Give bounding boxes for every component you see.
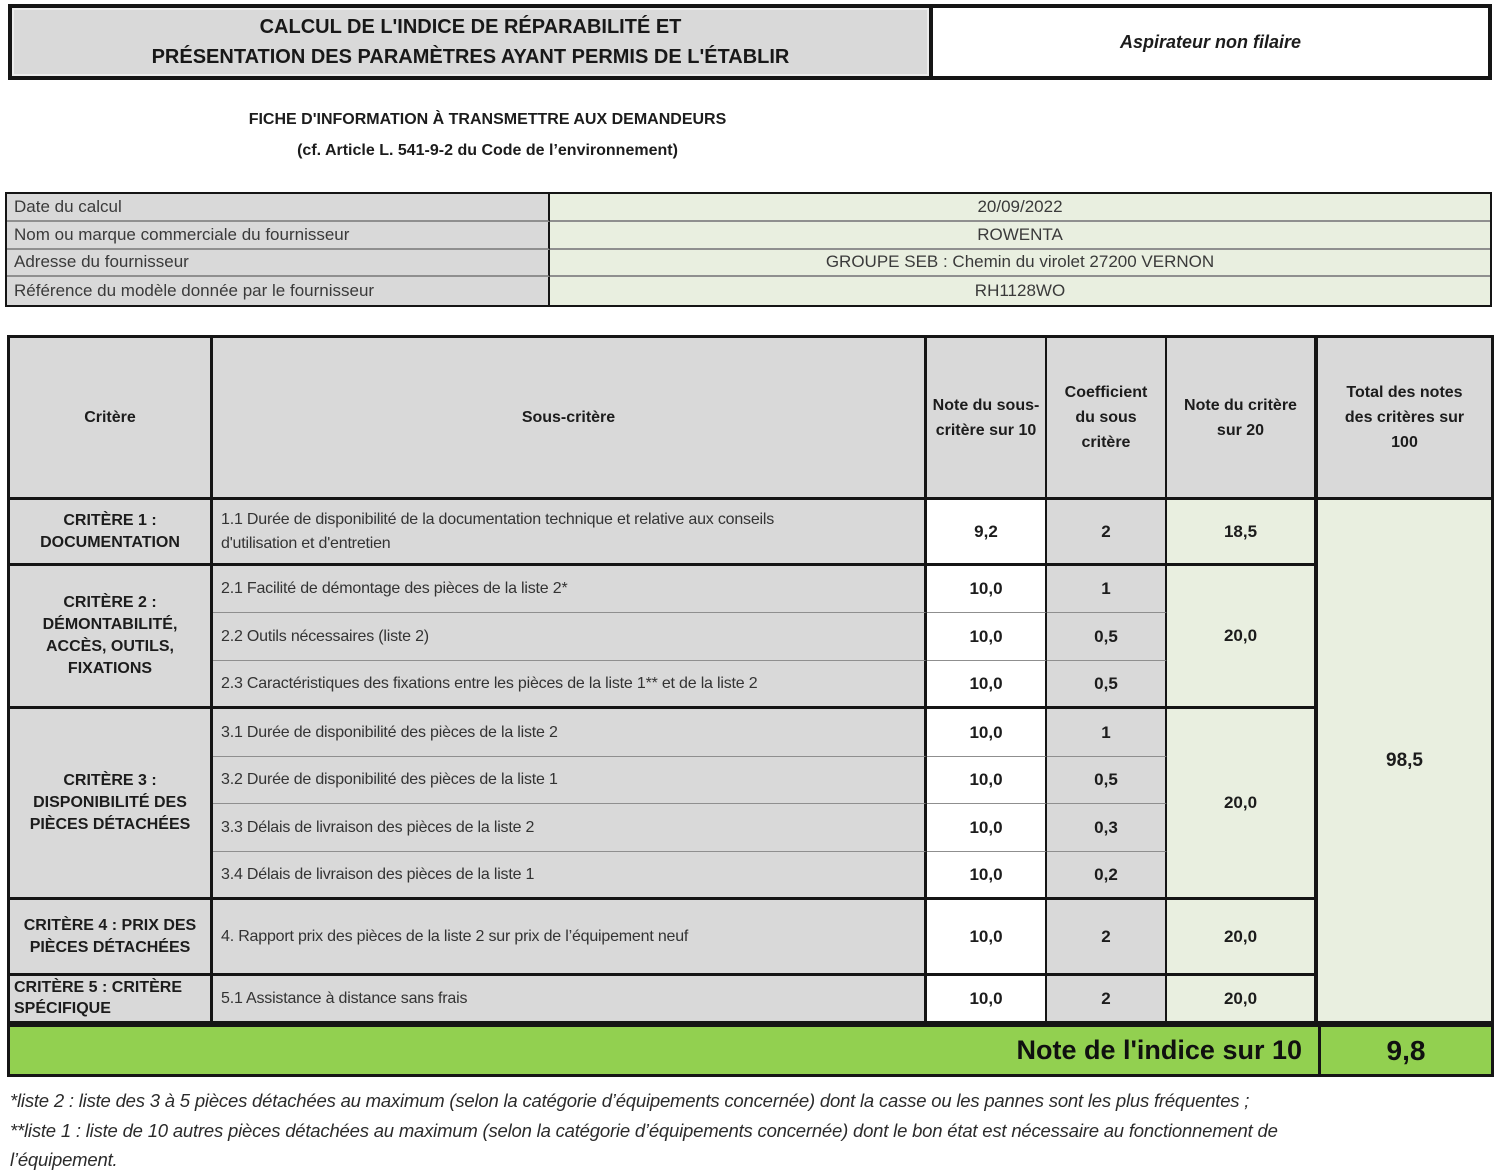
group-note20-critere-4: 20,0 <box>1167 900 1318 976</box>
group-note20-critere-3: 20,0 <box>1167 709 1318 900</box>
page-title-box <box>8 4 933 80</box>
subrow-coefficient-1-1: 2 <box>1047 500 1167 566</box>
criteria-table <box>7 335 1494 1024</box>
subrow-text-2-2: 2.2 Outils nécessaires (liste 2) <box>213 613 927 661</box>
col-header-sous-critere: Sous-critère <box>213 338 927 500</box>
col-header-total: Total des notes des critères sur 100 <box>1318 338 1491 500</box>
footnote-line-3: l’équipement. <box>10 1149 118 1170</box>
group-label-critere-5: CRITÈRE 5 : CRITÈRE SPÉCIFIQUE <box>10 976 213 1021</box>
subrow-text-2-3: 2.3 Caractéristiques des fixations entre les pièces de la liste 1** et de la liste 2 <box>213 661 927 709</box>
subrow-coefficient-2-2: 0,5 <box>1047 613 1167 661</box>
group-label-critere-4: CRITÈRE 4 : PRIX DES PIÈCES DÉTACHÉES <box>10 900 213 976</box>
subrow-note-2-2: 10,0 <box>927 613 1047 661</box>
info-label-adresse: Adresse du fournisseur <box>7 250 550 278</box>
subrow-coefficient-2-1: 1 <box>1047 566 1167 613</box>
product-name: Aspirateur non filaire <box>1119 31 1302 52</box>
col-header-coefficient: Coefficient du sous critère <box>1047 338 1167 500</box>
info-value-adresse: GROUPE SEB : Chemin du virolet 27200 VERNON <box>550 250 1490 278</box>
subrow-note-1-1: 9,2 <box>927 500 1047 566</box>
page-title-line2: PRÉSENTATION DES PARAMÈTRES AYANT PERMIS DE L'ÉTABLIR <box>151 46 790 68</box>
subrow-note-4: 10,0 <box>927 900 1047 976</box>
info-table <box>5 192 1492 307</box>
subrow-note-3-4: 10,0 <box>927 852 1047 900</box>
product-box <box>933 4 1492 80</box>
info-label-date: Date du calcul <box>7 194 550 222</box>
subrow-coefficient-4: 2 <box>1047 900 1167 976</box>
group-note20-critere-2: 20,0 <box>1167 566 1318 709</box>
index-bar <box>7 1024 1494 1077</box>
subrow-coefficient-3-2: 0,5 <box>1047 757 1167 804</box>
total-notes-cell: 98,5 <box>1318 500 1491 1021</box>
index-value: 9,8 <box>1318 1027 1491 1074</box>
subrow-coefficient-3-3: 0,3 <box>1047 804 1167 852</box>
info-value-date: 20/09/2022 <box>550 194 1490 222</box>
page-title-line1: CALCUL DE L'INDICE DE RÉPARABILITÉ ET <box>259 16 682 38</box>
subrow-note-3-1: 10,0 <box>927 709 1047 757</box>
subrow-text-2-1: 2.1 Facilité de démontage des pièces de la liste 2* <box>213 566 927 613</box>
group-note20-critere-1: 18,5 <box>1167 500 1318 566</box>
subtitle-line2: (cf. Article L. 541-9-2 du Code de l’environnement) <box>297 142 678 159</box>
subrow-text-4: 4. Rapport prix des pièces de la liste 2 sur prix de l’équipement neuf <box>213 900 927 976</box>
subrow-text-5-1: 5.1 Assistance à distance sans frais <box>213 976 927 1021</box>
info-value-reference: RH1128WO <box>550 277 1490 305</box>
col-header-note-critere: Note du critère sur 20 <box>1167 338 1318 500</box>
subrow-text-3-2: 3.2 Durée de disponibilité des pièces de la liste 1 <box>213 757 927 804</box>
subrow-note-2-1: 10,0 <box>927 566 1047 613</box>
index-label: Note de l'indice sur 10 <box>1016 1035 1302 1065</box>
info-label-reference: Référence du modèle donnée par le fournisseur <box>7 277 550 305</box>
subrow-text-1-1: 1.1 Durée de disponibilité de la documentation technique et relative aux conseils d'utilisation et d'entretien <box>213 500 927 566</box>
footnotes <box>10 1086 1495 1175</box>
subrow-note-3-3: 10,0 <box>927 804 1047 852</box>
footnote-line-1: *liste 2 : liste des 3 à 5 pièces détachées au maximum (selon la catégorie d’équipements concernée) dont la casse ou les pannes sont les plus fréquentes ; <box>10 1090 1250 1111</box>
subrow-text-3-4: 3.4 Délais de livraison des pièces de la liste 1 <box>213 852 927 900</box>
group-label-critere-3: CRITÈRE 3 : DISPONIBILITÉ DES PIÈCES DÉTACHÉES <box>10 709 213 900</box>
group-note20-critere-5: 20,0 <box>1167 976 1318 1021</box>
col-header-note-sous-critere: Note du sous-critère sur 10 <box>927 338 1047 500</box>
subrow-coefficient-5-1: 2 <box>1047 976 1167 1021</box>
subrow-note-3-2: 10,0 <box>927 757 1047 804</box>
subtitle <box>0 104 975 166</box>
footnote-line-2: **liste 1 : liste de 10 autres pièces détachées au maximum (selon la catégorie d’équipements concernée) dont le bon état est nécessaire au fonctionnement de <box>10 1119 1278 1141</box>
subrow-coefficient-3-1: 1 <box>1047 709 1167 757</box>
subrow-text-3-1: 3.1 Durée de disponibilité des pièces de la liste 2 <box>213 709 927 757</box>
subrow-note-2-3: 10,0 <box>927 661 1047 709</box>
subrow-coefficient-3-4: 0,2 <box>1047 852 1167 900</box>
col-header-critere: Critère <box>10 338 213 500</box>
info-label-marque: Nom ou marque commerciale du fournisseur <box>7 222 550 250</box>
group-label-critere-1: CRITÈRE 1 : DOCUMENTATION <box>10 500 213 566</box>
subrow-coefficient-2-3: 0,5 <box>1047 661 1167 709</box>
subrow-note-5-1: 10,0 <box>927 976 1047 1021</box>
group-label-critere-2: CRITÈRE 2 : DÉMONTABILITÉ, ACCÈS, OUTILS, FIXATIONS <box>10 566 213 709</box>
info-value-marque: ROWENTA <box>550 222 1490 250</box>
subrow-text-3-3: 3.3 Délais de livraison des pièces de la liste 2 <box>213 804 927 852</box>
subtitle-line1: FICHE D'INFORMATION À TRANSMETTRE AUX DEMANDEURS <box>248 111 727 128</box>
